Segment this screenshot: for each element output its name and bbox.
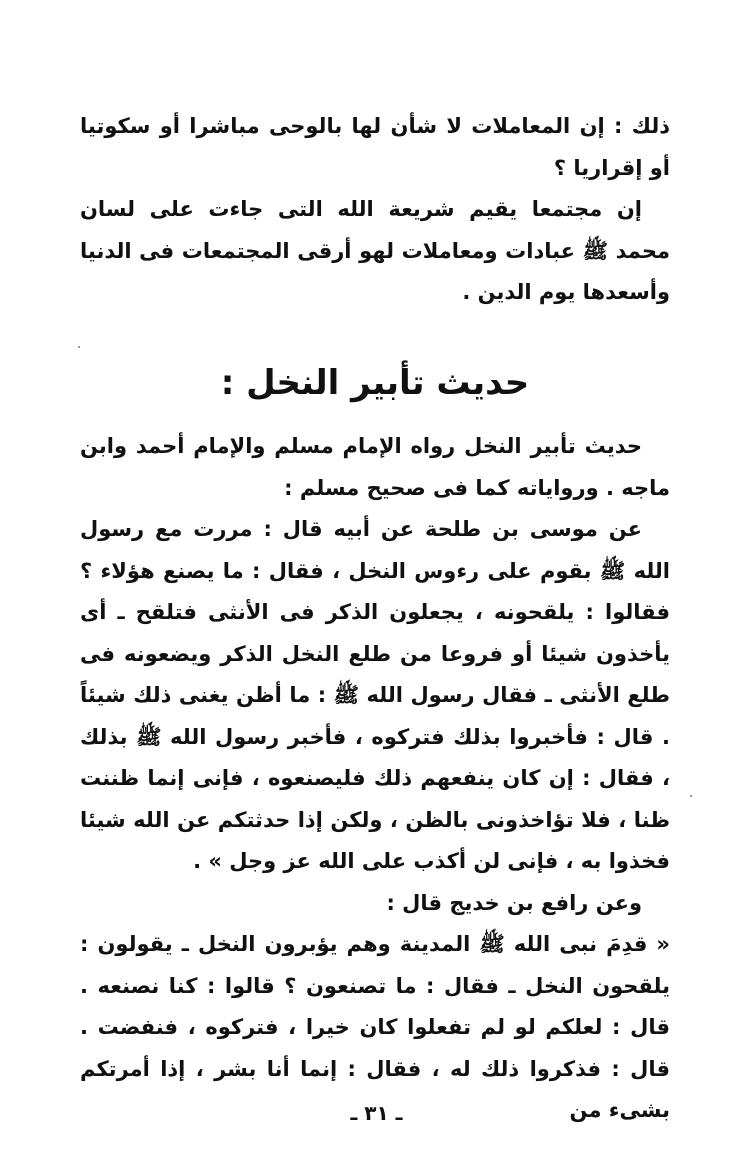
body-paragraph: حديث تأبير النخل رواه الإمام مسلم والإمام أحمد وابن ماجه . ورواياته كما فى صحيح مسلم : xyxy=(80,434,670,500)
body-paragraph: « قدِمَ نبى الله ﷺ المدينة وهم يؤبرون النخل ـ يقولون : يلقحون النخل ـ فقال : ما تصنعون ؟ قالوا : كنا نصنعه . قال : لعلكم لو لم تفعلوا كان خيرا ، فتركوه ، فنفضت . قال : فذكروا ذلك له ، فقال : إنما أنا بشر ، إذا أمرتكم بشىء من xyxy=(80,932,670,1122)
section-heading: حديث تأبير النخل : xyxy=(220,363,530,403)
body-paragraph: عن موسى بن طلحة عن أبيه قال : مررت مع رسول الله ﷺ بقوم على رءوس النخل ، فقال : ما يصنع هؤلاء ؟ فقالوا : يلقحونه ، يجعلون الذكر فى الأنثى فتلقح ـ أى يأخذون شيئا أو فروعا من طلع النخل الذكر ويضعونه فى طلع الأنثى ـ فقال رسول الله ﷺ : ما أظن يغنى ذلك شيئاً . قال : فأخبروا بذلك فتركوه ، فأخبر رسول الله ﷺ بذلك ، فقال : إن كان ينفعهم ذلك فليصنعوه ، فإنى إنما ظننت ظنا ، فلا تؤاخذونى بالظن ، ولكن إذا حدثتكم عن الله شيئا فخذوا به ، فإنى لن أكذب على الله عز وجل » . xyxy=(80,517,670,873)
intro-paragraph: ذلك : إن المعاملات لا شأن لها بالوحى مباشرا أو سكوتيا أو إقراريا ؟ xyxy=(80,114,670,180)
scan-speck xyxy=(78,346,80,348)
intro-section xyxy=(80,106,670,314)
intro-paragraph: إن مجتمعا يقيم شريعة الله التى جاءت على لسان محمد ﷺ عبادات ومعاملات لهو أرقى المجتمعات فى الدنيا وأسعدها يوم الدين . xyxy=(80,197,670,304)
body-section xyxy=(80,426,670,1132)
body-paragraph: وعن رافع بن خديج قال : xyxy=(386,890,642,915)
scan-speck xyxy=(690,795,692,797)
page-number: ـ ٣١ ـ xyxy=(350,1101,403,1125)
